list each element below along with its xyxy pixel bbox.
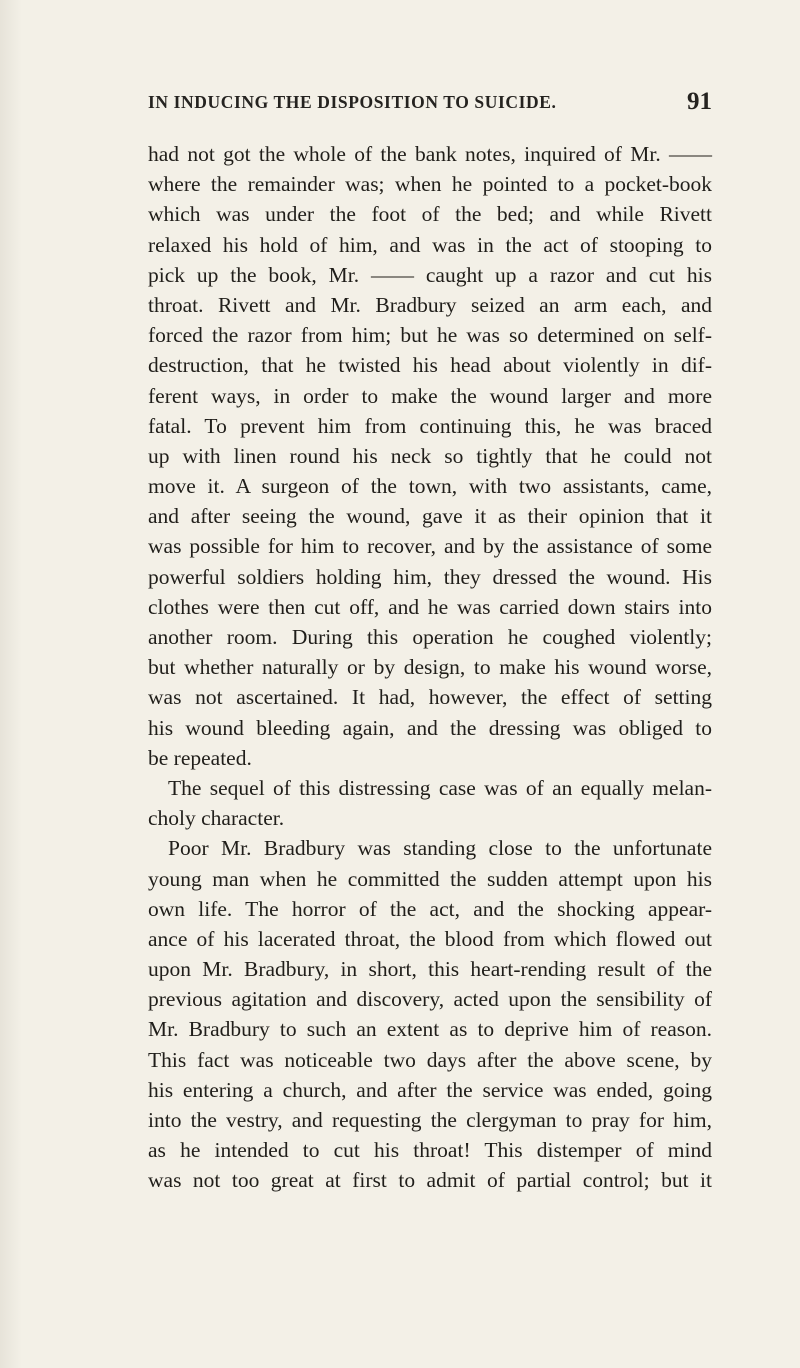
text-line: own life. The horror of the act, and the shocking appear- xyxy=(148,896,712,921)
text-line: choly character. xyxy=(148,806,285,831)
text-line: pick up the book, Mr. —— caught up a razor and cut his xyxy=(148,262,712,287)
text-line: another room. During this operation he coughed violently; xyxy=(148,625,712,649)
paragraph-start-line: Poor Mr. Bradbury was standing close to the unfortunate xyxy=(168,836,712,861)
text-line: ferent ways, in order to make the wound larger and more xyxy=(148,383,712,408)
text-line: was possible for him to recover, and by the assistance of some xyxy=(148,534,712,559)
text-line: but whether naturally or by design, to make his wound worse, xyxy=(148,655,712,680)
body-text xyxy=(148,139,712,1196)
text-line: forced the razor from him; but he was so determined on self- xyxy=(148,323,712,348)
text-line: This fact was noticeable two days after the above scene, by xyxy=(148,1047,712,1072)
text-line: was not too great at first to admit of partial control; but it xyxy=(148,1168,712,1193)
text-line: upon Mr. Bradbury, in short, this heart-rending result of the xyxy=(148,957,712,982)
text-line: clothes were then cut off, and he was carried down stairs into xyxy=(148,594,712,619)
text-line: into the vestry, and requesting the clergyman to pray for him, xyxy=(148,1108,712,1132)
paragraph-start-line: The sequel of this distressing case was of an equally melan- xyxy=(168,775,712,800)
text-line: move it. A surgeon of the town, with two assistants, came, xyxy=(148,474,712,499)
text-line: had not got the whole of the bank notes, inquired of Mr. —— xyxy=(148,142,712,166)
text-line: destruction, that he twisted his head about violently in dif- xyxy=(148,353,712,378)
page-gutter-shadow xyxy=(0,0,22,1368)
page-number: 91 xyxy=(687,88,712,115)
text-line: as he intended to cut his throat! This distemper of mind xyxy=(148,1138,712,1163)
text-line: Mr. Bradbury to such an extent as to deprive him of reason. xyxy=(148,1017,712,1042)
text-line: relaxed his hold of him, and was in the act of stooping to xyxy=(148,232,712,257)
text-line: young man when he committed the sudden attempt upon his xyxy=(148,866,712,891)
text-line: powerful soldiers holding him, they dressed the wound. His xyxy=(148,564,712,589)
text-line: ance of his lacerated throat, the blood from which flowed out xyxy=(148,926,712,951)
text-line: up with linen round his neck so tightly that he could not xyxy=(148,443,712,468)
text-line: where the remainder was; when he pointed to a pocket-book xyxy=(148,172,712,197)
text-line: fatal. To prevent him from continuing this, he was braced xyxy=(148,413,712,438)
text-line: and after seeing the wound, gave it as their opinion that it xyxy=(148,504,712,529)
text-line: be repeated. xyxy=(148,745,252,770)
text-line: throat. Rivett and Mr. Bradbury seized an arm each, and xyxy=(148,292,712,317)
text-line: which was under the foot of the bed; and while Rivett xyxy=(148,202,712,227)
text-line: was not ascertained. It had, however, the effect of setting xyxy=(148,685,712,710)
text-line: his wound bleeding again, and the dressing was obliged to xyxy=(148,715,712,740)
text-line: previous agitation and discovery, acted upon the sensibility of xyxy=(148,987,712,1012)
running-title: IN INDUCING THE DISPOSITION TO SUICIDE. xyxy=(148,92,557,112)
text-line: his entering a church, and after the service was ended, going xyxy=(148,1077,712,1102)
page-header xyxy=(148,88,712,118)
